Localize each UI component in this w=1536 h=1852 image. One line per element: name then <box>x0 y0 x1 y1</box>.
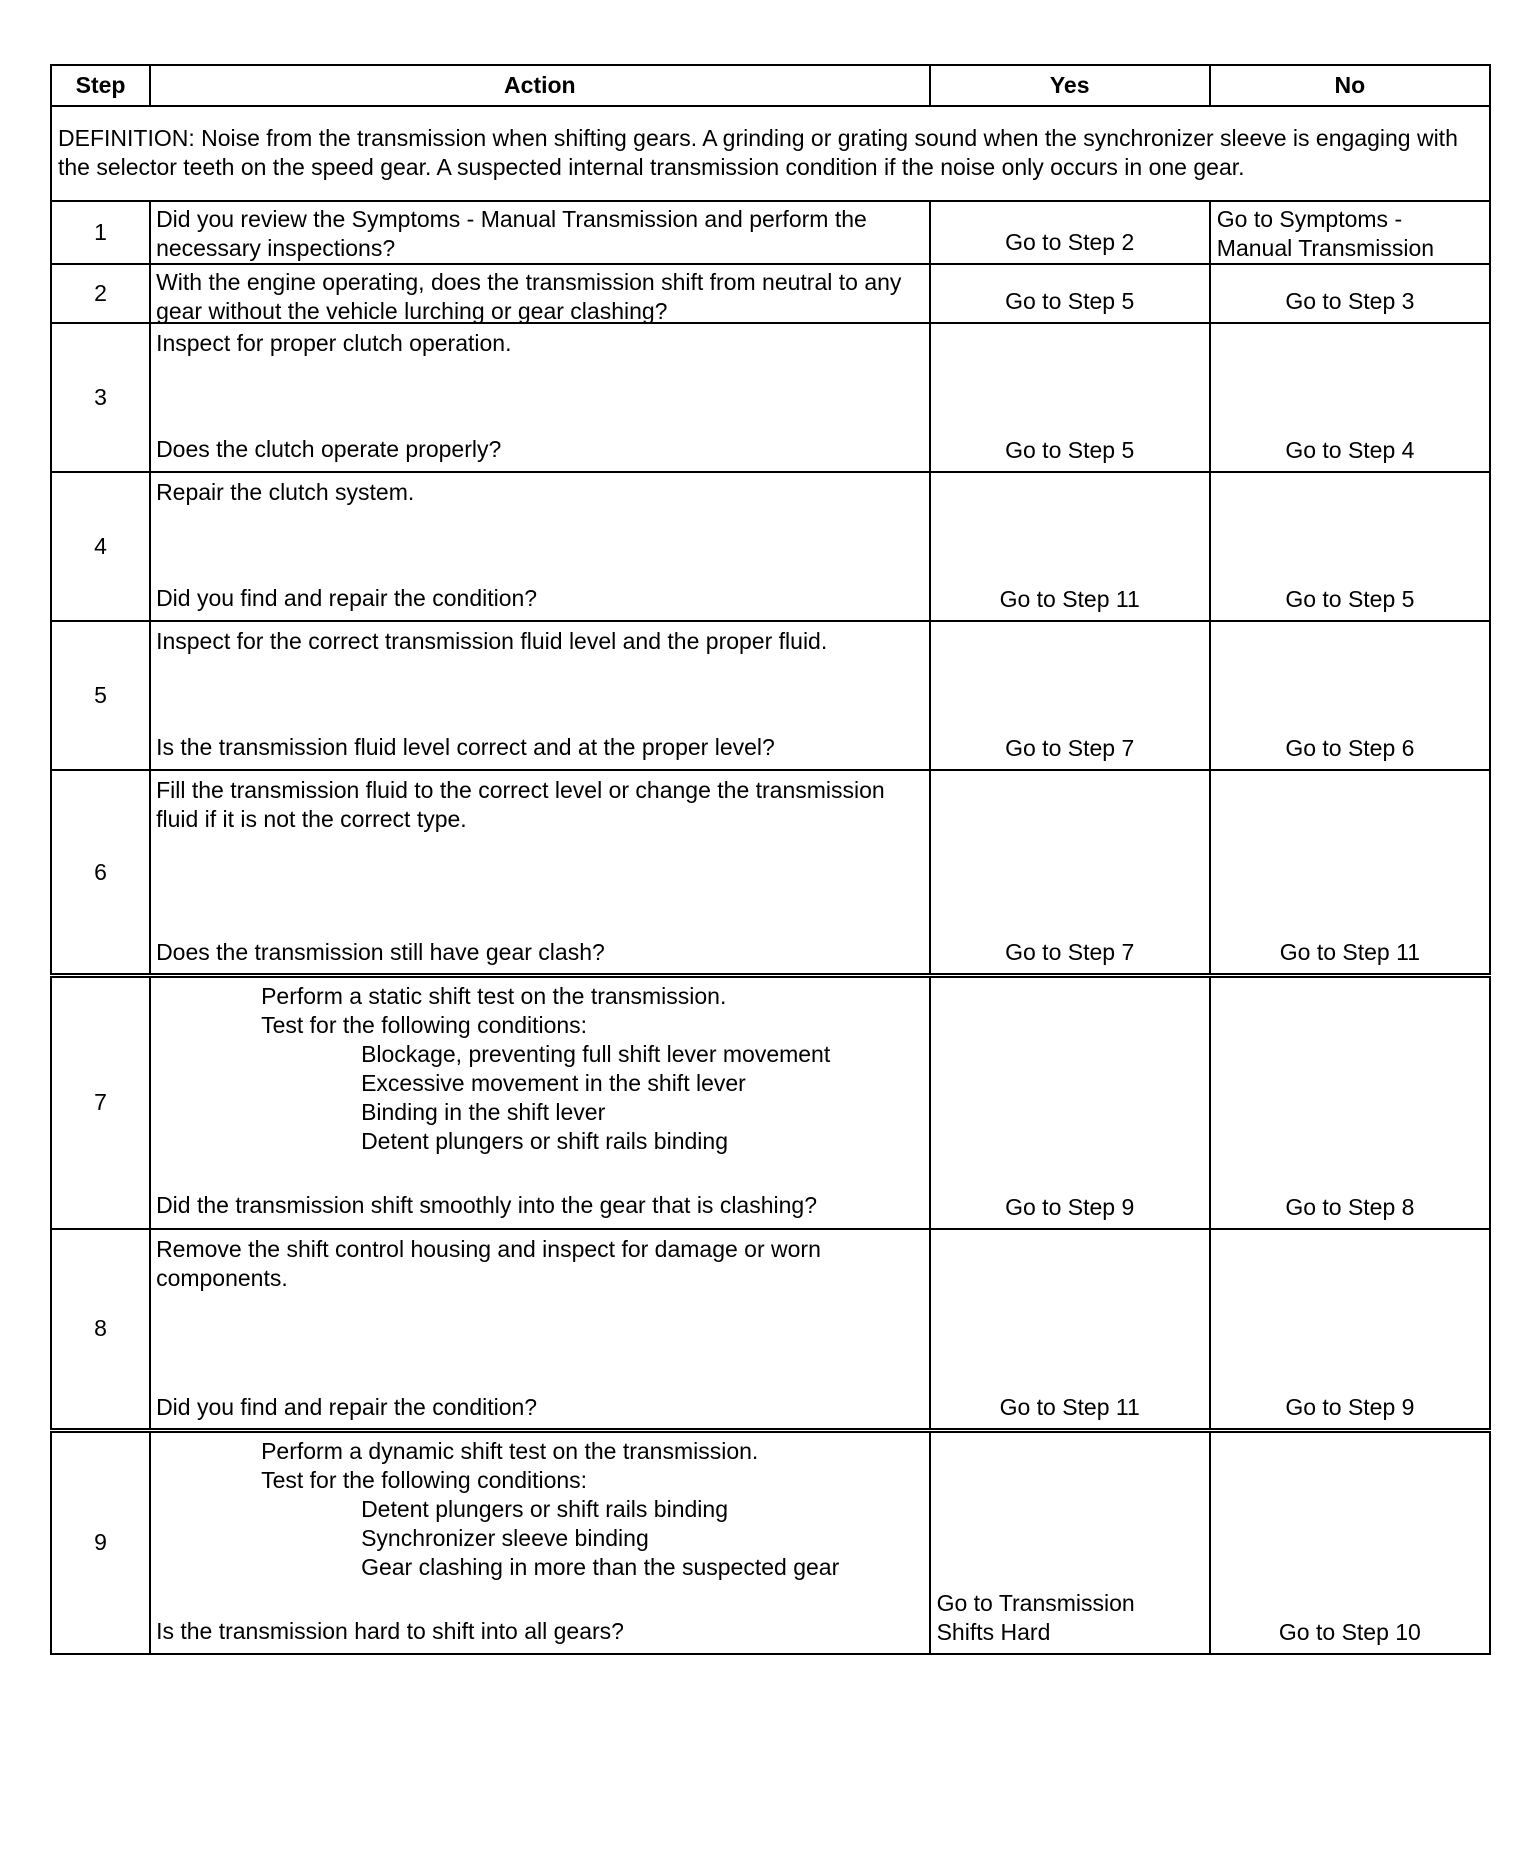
yes-cell: Go to Step 5 <box>930 323 1210 472</box>
action-cell <box>150 770 930 976</box>
step-row-3 <box>51 323 1490 472</box>
yes-cell: Go to Transmission Shifts Hard <box>930 1430 1210 1654</box>
action-cell <box>150 323 930 472</box>
yes-cell: Go to Step 7 <box>930 621 1210 770</box>
condition-item: Synchronizer sleeve binding <box>361 1524 649 1551</box>
action-cell <box>150 621 930 770</box>
condition-item: Detent plungers or shift rails binding <box>361 1128 728 1154</box>
diagnostic-table <box>50 64 1491 1655</box>
header-no: No <box>1210 65 1490 106</box>
yes-cell: Go to Step 2 <box>930 201 1210 264</box>
step-row-7 <box>51 976 1490 1229</box>
action-question: Did you find and repair the condition? <box>156 585 538 611</box>
action-cell <box>150 1430 930 1654</box>
action-question: Did the transmission shift smoothly into the gear that is clashing? <box>156 1192 817 1218</box>
action-instruction: Inspect for proper clutch operation. <box>156 330 512 356</box>
header-step: Step <box>51 65 150 106</box>
action-instruction: Fill the transmission fluid to the correct level or change the transmission fluid if it is not the correct type. <box>156 777 885 832</box>
no-cell: Go to Step 8 <box>1210 976 1490 1229</box>
step-row-5 <box>51 621 1490 770</box>
header-action: Action <box>150 65 930 106</box>
action-question: With the engine operating, does the transmission shift from neutral to any gear without the vehicle lurching or gear clashing? <box>156 269 902 324</box>
step-row-2 <box>51 264 1490 323</box>
condition-item: Binding in the shift lever <box>361 1099 606 1125</box>
test-intro: Test for the following conditions: <box>261 1012 588 1038</box>
action-question: Is the transmission fluid level correct and at the proper level? <box>156 734 775 760</box>
step-number: 1 <box>51 201 150 264</box>
action-cell <box>150 976 930 1229</box>
action-instruction: Perform a dynamic shift test on the transmission. <box>261 1437 759 1464</box>
step-number: 6 <box>51 770 150 976</box>
no-cell: Go to Step 5 <box>1210 472 1490 621</box>
action-question: Is the transmission hard to shift into all gears? <box>156 1617 624 1644</box>
action-question: Did you find and repair the condition? <box>156 1393 538 1420</box>
step-row-1 <box>51 201 1490 264</box>
action-instruction: Perform a static shift test on the transmission. <box>261 983 727 1009</box>
step-number: 8 <box>51 1229 150 1431</box>
condition-item: Gear clashing in more than the suspected gear <box>361 1553 840 1580</box>
header-row <box>51 65 1490 106</box>
action-instruction: Inspect for the correct transmission fluid level and the proper fluid. <box>156 628 828 654</box>
no-cell: Go to Step 6 <box>1210 621 1490 770</box>
condition-item: Excessive movement in the shift lever <box>361 1070 746 1096</box>
no-cell: Go to Step 11 <box>1210 770 1490 976</box>
step-row-4 <box>51 472 1490 621</box>
action-cell <box>150 472 930 621</box>
diagnostic-table-page <box>50 64 1491 1655</box>
action-question: Did you review the Symptoms - Manual Transmission and perform the necessary inspections? <box>156 206 867 261</box>
condition-item: Detent plungers or shift rails binding <box>361 1495 728 1522</box>
action-cell <box>150 264 930 323</box>
action-instruction: Remove the shift control housing and inspect for damage or worn components. <box>156 1235 821 1291</box>
definition-text: DEFINITION: Noise from the transmission when shifting gears. A grinding or grating sound when the synchronizer sleeve is engaging with the selector teeth on the speed gear. A suspected internal transmission condition if the noise only occurs in one gear. <box>51 106 1490 201</box>
action-instruction: Repair the clutch system. <box>156 479 415 505</box>
yes-cell: Go to Step 9 <box>930 976 1210 1229</box>
step-number: 4 <box>51 472 150 621</box>
no-cell: Go to Step 3 <box>1210 264 1490 323</box>
action-cell <box>150 1229 930 1431</box>
test-intro: Test for the following conditions: <box>261 1466 588 1493</box>
no-cell: Go to Step 10 <box>1210 1430 1490 1654</box>
step-number: 9 <box>51 1430 150 1654</box>
header-yes: Yes <box>930 65 1210 106</box>
no-cell: Go to Step 9 <box>1210 1229 1490 1431</box>
step-row-8 <box>51 1229 1490 1431</box>
yes-cell: Go to Step 7 <box>930 770 1210 976</box>
yes-cell: Go to Step 5 <box>930 264 1210 323</box>
definition-row <box>51 106 1490 201</box>
step-number: 2 <box>51 264 150 323</box>
action-question: Does the clutch operate properly? <box>156 436 502 462</box>
condition-item: Blockage, preventing full shift lever movement <box>361 1041 831 1067</box>
step-row-9 <box>51 1430 1490 1654</box>
step-row-6 <box>51 770 1490 976</box>
step-number: 3 <box>51 323 150 472</box>
step-number: 5 <box>51 621 150 770</box>
no-cell: Go to Step 4 <box>1210 323 1490 472</box>
yes-cell: Go to Step 11 <box>930 472 1210 621</box>
step-number: 7 <box>51 976 150 1229</box>
action-cell <box>150 201 930 264</box>
action-question: Does the transmission still have gear clash? <box>156 939 605 965</box>
no-cell: Go to Symptoms - Manual Transmission <box>1210 201 1490 264</box>
yes-cell: Go to Step 11 <box>930 1229 1210 1431</box>
